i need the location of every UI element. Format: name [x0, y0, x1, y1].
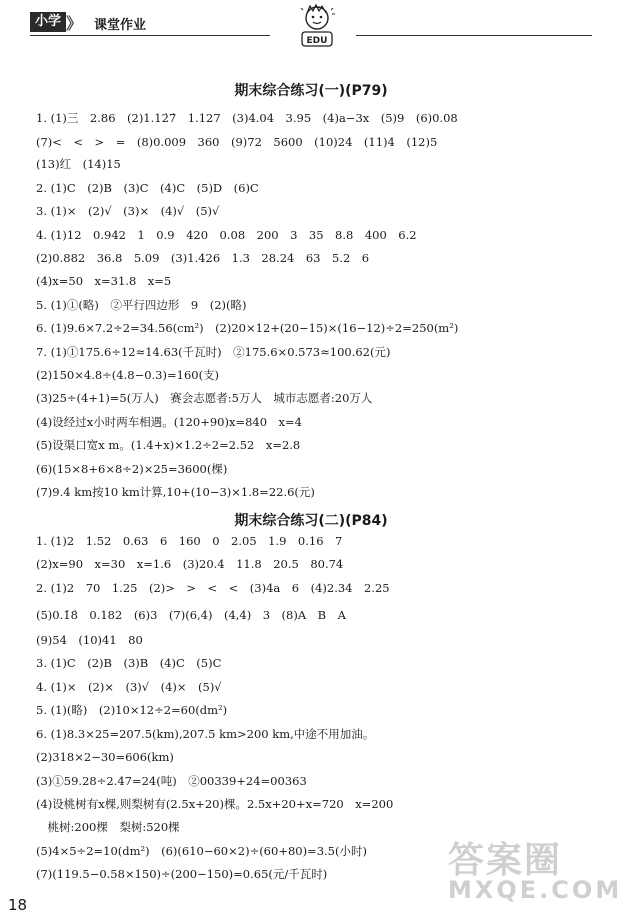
answer-line: 1. (1)2 1.52 0.63 6 160 0 2.05 1.9 0.16 7 — [36, 534, 343, 548]
mascot-icon — [288, 2, 346, 50]
answer-line: 4. (1)12 0.942 1 0.9 420 0.08 200 3 35 8.8 400 6.2 — [36, 228, 417, 242]
answer-line: (7)< < > = (8)0.009 360 (9)72 5600 (10)24 (11)4 (12)5 — [36, 135, 438, 149]
watermark-text: 答案圈 — [448, 840, 563, 881]
answer-line: (5)4×5÷2=10(dm²) (6)(610−60×2)÷(60+80)=3.5(小时) — [36, 844, 367, 858]
answer-line: 4. (1)× (2)× (3)√ (4)× (5)√ — [36, 680, 222, 694]
answer-line: (6)(15×8+6×8÷2)×25=3600(棵) — [36, 462, 228, 476]
answer-line: (2)318×2−30=606(km) — [36, 750, 174, 764]
header-rule-right — [356, 35, 592, 36]
answer-line: 桃树:200棵 梨树:520棵 — [36, 820, 180, 834]
answer-line: (2)150×4.8÷(4.8−0.3)=160(支) — [36, 368, 220, 382]
answer-line: 7. (1)①175.6÷12≈14.63(千瓦时) ②175.6×0.573≈100.62(元) — [36, 345, 391, 359]
watermark-url: MXQE.COM — [448, 876, 622, 904]
answer-line: (5)设渠口宽x m。(1.4+x)×1.2÷2=2.52 x=2.8 — [36, 438, 301, 452]
answer-line: (7)9.4 km按10 km计算,10+(10−3)×1.8=22.6(元) — [36, 485, 315, 499]
answer-line: 5. (1)(略) (2)10×12÷2=60(dm²) — [36, 703, 228, 717]
header-tab: 小学 — [30, 12, 66, 32]
answer-line: 1. (1)三 2.86 (2)1.12̇7̇ 1.127 (3)4.04 3.95 (4)a−3x (5)9 (6)0.08 — [36, 111, 458, 125]
answer-line: (7)(119.5−0.58×150)÷(200−150)=0.65(元/千瓦时) — [36, 867, 328, 881]
answer-line: (4)设桃树有x棵,则梨树有(2.5x+20)棵。2.5x+20+x=720 x=200 — [36, 797, 394, 811]
mascot-badge: EDU — [306, 36, 328, 46]
answer-line: (13)红 (14)15 — [36, 157, 121, 171]
header-title: 课堂作业 — [94, 18, 147, 33]
answer-line: (2)0.882 36.8 5.09 (3)1.426 1.3 28.24 63 5.2 6 — [36, 251, 370, 265]
answer-line: 2. (1)2 70 1.25 (2)> > < < (3)4a 6 (4)2.34 2.25 — [36, 581, 390, 595]
answer-line: 2. (1)C (2)B (3)C (4)C (5)D (6)C — [36, 181, 259, 195]
answer-line: 3. (1)× (2)√ (3)× (4)√ (5)√ — [36, 204, 220, 218]
answer-line: 6. (1)9.6×7.2÷2=34.56(cm²) (2)20×12+(20−15)×(16−12)÷2=250(m²) — [36, 321, 459, 335]
answer-line: (4)设经过x小时两车相遇。(120+90)x=840 x=4 — [36, 415, 302, 429]
answer-line: (2)x=90 x=30 x=1.6 (3)20.4 11.8 20.5 80.74 — [36, 557, 344, 571]
answer-line: (4)x=50 x=31.8 x=5 — [36, 274, 172, 288]
answer-line: 6. (1)8.3×25=207.5(km),207.5 km>200 km,中途不用加油。 — [36, 727, 375, 741]
answer-line: 5. (1)①(略) ②平行四边形 9 (2)(略) — [36, 298, 247, 312]
section-title: 期末综合练习(二)(P84) — [234, 513, 388, 529]
page-number: 18 — [8, 896, 28, 914]
answer-line: 3. (1)C (2)B (3)B (4)C (5)C — [36, 656, 222, 670]
header-rule-left — [30, 35, 270, 36]
answer-line: (9)54 (10)41 80 — [36, 633, 143, 647]
section-title: 期末综合练习(一)(P79) — [234, 83, 388, 99]
answer-line: (3)①59.28÷2.47=24(吨) ②00339+24=00363 — [36, 774, 307, 788]
answer-line: (5)0.1̇8̇ 0.182 (6)3 (7)(6,4) (4,4) 3 (8)A B A — [36, 608, 346, 622]
chevron-icon: 》 — [66, 14, 80, 33]
answer-line: (3)25÷(4+1)=5(万人) 赛会志愿者:5万人 城市志愿者:20万人 — [36, 391, 373, 405]
watermark — [440, 832, 622, 912]
